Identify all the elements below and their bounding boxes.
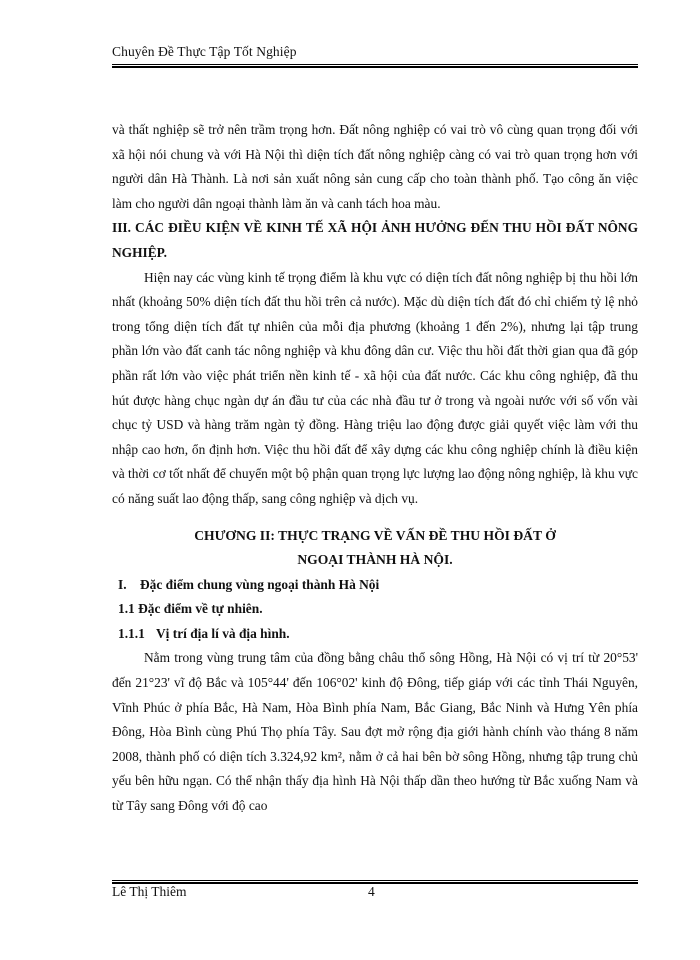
heading-i-text: Đặc điểm chung vùng ngoại thành Hà Nội bbox=[140, 576, 380, 592]
header-rule bbox=[112, 64, 638, 65]
heading-1-1-1 bbox=[112, 622, 638, 647]
header-rule-thick bbox=[112, 66, 638, 68]
footer-author: Lê Thị Thiêm bbox=[112, 884, 187, 899]
location-paragraph: Nằm trong vùng trung tâm của đồng bằng châu thổ sông Hồng, Hà Nội có vị trí từ 20°53' đến 21°23' vĩ độ Bắc và 105°44' đến 106°02' kinh độ Đông, tiếp giáp với các tỉnh Thái Nguyên, Vĩnh Phúc ở phía Bắc, Hà Nam, Hòa Bình phía Nam, Bắc Giang, Bắc Ninh và Hưng Yên phía Đông, Hòa Bình cùng Phú Thọ phía Tây. Sau đợt mở rộng địa giới hành chính vào tháng 8 năm 2008, thành phố có diện tích 3.324,92 km², nằm ở cả hai bên bờ sông Hồng, nhưng tập trung chủ yếu bên hữu ngạn. Có thể nhận thấy địa hình Hà Nội thấp dần theo hướng từ Bắc xuống Nam và từ Tây sang Đông với độ cao bbox=[112, 650, 638, 814]
intro-paragraph: và thất nghiệp sẽ trở nên trầm trọng hơn. Đất nông nghiệp có vai trò vô cùng quan trọng đối với xã hội nói chung và với Hà Nội thì diện tích đất nông nghiệp càng có vai trò quan trọng hơn với người dân Hà Thành. Là nơi sản xuất nông sản cung cấp cho toàn thành phố. Tạo công ăn việc làm cho người dân ngoại thành làm ăn và canh tách hoa màu. bbox=[112, 122, 638, 211]
chapter-title bbox=[112, 524, 638, 573]
heading-1-1-1-number: 1.1.1 bbox=[118, 625, 145, 641]
section-iii-paragraph: Hiện nay các vùng kinh tế trọng điểm là khu vực có diện tích đất nông nghiệp bị thu hồi lớn nhất (khoảng 50% diện tích đất thu hồi trên cả nước). Mặc dù diện tích đất đó chỉ chiếm tỷ lệ nhỏ trong tổng diện tích đất tự nhiên của mỗi địa phương (khoảng 1 đến 2%), nhưng lại tập trung phần lớn vào đất canh tác nông nghiệp và khu đông dân cư. Việc thu hồi đất thời gian qua đã góp phần rất lớn vào việc phát triển nền kinh tế - xã hội của đất nước. Các khu công nghiệp, đã thu hút được hàng chục ngàn dự án đầu tư của các nhà đầu tư ở trong và ngoài nước với số vốn vài chục tỷ USD và hàng trăm ngàn tỷ đồng. Hàng triệu lao động được giải quyết việc làm với thu nhập cao hơn, ổn định hơn. Việc thu hồi đất để xây dựng các khu công nghiệp chính là điều kiện và thời cơ tốt nhất để chuyển một bộ phận quan trọng lực lượng lao động nông nghiệp, là khu vực có năng suất lao động thấp, sang công nghiệp và dịch vụ. bbox=[112, 269, 638, 506]
body-text bbox=[112, 118, 638, 819]
footer-rule bbox=[112, 880, 638, 881]
page-number: 4 bbox=[368, 884, 375, 899]
heading-i-number: I. bbox=[118, 576, 127, 592]
heading-1-1-1-text: Vị trí địa lí và địa hình. bbox=[156, 625, 290, 641]
heading-1-1: 1.1 Đặc điểm về tự nhiên. bbox=[118, 601, 263, 617]
section-iii-heading: III. CÁC ĐIỀU KIỆN VỀ KINH TẾ XÃ HỘI ẢNH HƯỞNG ĐẾN THU HỒI ĐẤT NÔNG NGHIỆP. bbox=[112, 220, 638, 260]
heading-i bbox=[112, 573, 638, 598]
running-header: Chuyên Đề Thực Tập Tốt Nghiệp bbox=[112, 44, 297, 59]
chapter-title-line-1: CHƯƠNG II: THỰC TRẠNG VỀ VẤN ĐỀ THU HỒI ĐẤT Ở bbox=[194, 527, 556, 543]
footer-rule-thick bbox=[112, 882, 638, 884]
chapter-title-line-2: NGOẠI THÀNH HÀ NỘI. bbox=[297, 552, 453, 568]
